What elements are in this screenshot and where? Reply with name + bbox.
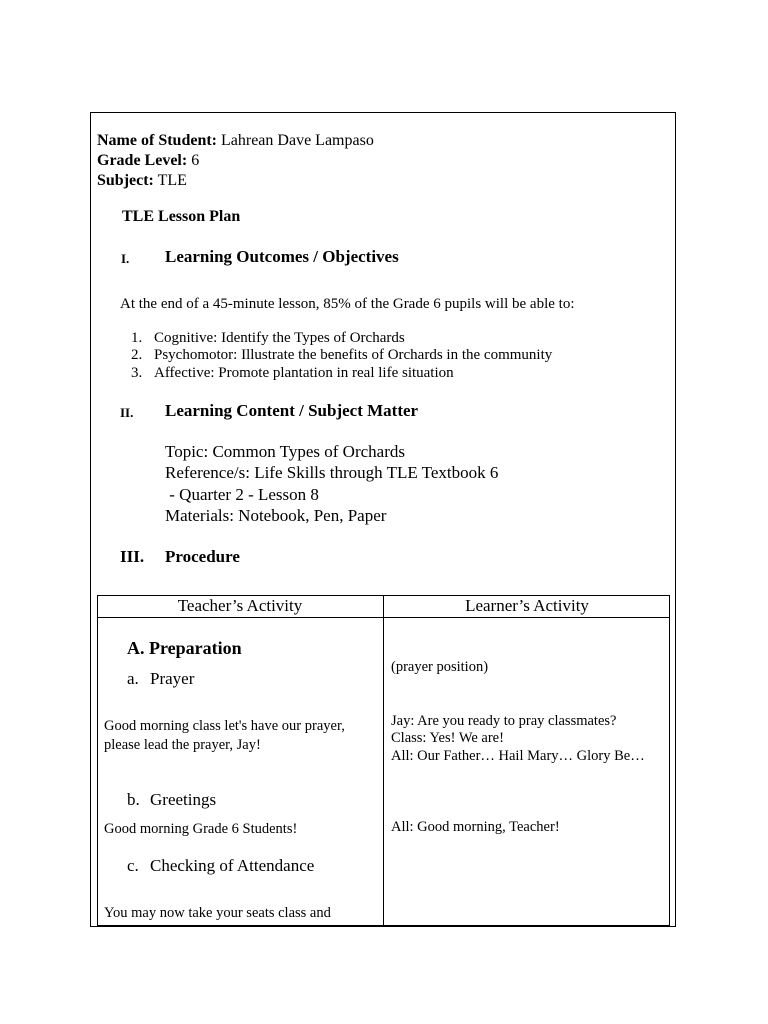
learner-prayer-text: All: Our Father… Hail Mary… Glory Be…: [391, 748, 645, 764]
section-3-title: Procedure: [165, 547, 240, 566]
table-header-divider: [97, 617, 670, 618]
reference-continuation: - Quarter 2 - Lesson 8: [165, 485, 319, 504]
learner-prayer-text: Class: Yes! We are!: [391, 730, 504, 746]
objective-number: 1.: [131, 330, 143, 346]
topic-line: Topic: Common Types of Orchards: [165, 442, 405, 461]
learner-prayer-position: (prayer position): [391, 659, 489, 675]
prayer-number: a.: [127, 669, 139, 688]
section-2-numeral: II.: [120, 405, 134, 420]
prayer-heading: Prayer: [150, 669, 195, 688]
teacher-activity-header: Teacher’s Activity: [177, 596, 303, 615]
section-1-title: Learning Outcomes / Objectives: [165, 247, 399, 266]
teacher-attendance-text: You may now take your seats class and: [104, 905, 331, 921]
section-1-numeral: I.: [121, 251, 130, 266]
lesson-plan-title: TLE Lesson Plan: [122, 208, 241, 225]
grade-level-line: [97, 152, 199, 170]
student-name-value: Lahrean Dave Lampaso: [221, 132, 374, 149]
objective-text: Psychomotor: Illustrate the benefits of Orchards in the community: [154, 347, 553, 363]
objective-number: 2.: [131, 347, 143, 363]
attendance-number: c.: [127, 856, 139, 875]
grade-level-label: Grade Level:: [97, 152, 188, 169]
attendance-heading: Checking of Attendance: [150, 856, 315, 875]
subject-label: Subject:: [97, 172, 154, 189]
section-2-title: Learning Content / Subject Matter: [165, 401, 419, 420]
learner-greeting-text: All: Good morning, Teacher!: [391, 819, 560, 835]
greetings-number: b.: [127, 790, 140, 809]
objectives-intro: At the end of a 45-minute lesson, 85% of the Grade 6 pupils will be able to:: [120, 296, 575, 312]
teacher-prayer-text: Good morning class let's have our prayer,: [104, 718, 345, 734]
grade-level-value: 6: [191, 152, 200, 169]
objective-text: Cognitive: Identify the Types of Orchards: [154, 330, 405, 346]
learner-prayer-text: Jay: Are you ready to pray classmates?: [391, 713, 617, 729]
section-3-numeral: III.: [120, 547, 145, 566]
reference-line: Reference/s: Life Skills through TLE Textbook 6: [165, 463, 499, 482]
subject-line: [97, 172, 187, 190]
objective-item: [131, 365, 142, 382]
objective-item: [131, 330, 142, 347]
objective-text: Affective: Promote plantation in real life situation: [154, 365, 454, 381]
teacher-greeting-text: Good morning Grade 6 Students!: [104, 821, 298, 837]
table-column-divider: [383, 595, 384, 926]
subject-value: TLE: [157, 172, 187, 189]
teacher-prayer-text: please lead the prayer, Jay!: [104, 737, 261, 753]
objective-number: 3.: [131, 365, 143, 381]
objective-item: [131, 347, 142, 364]
preparation-heading: A. Preparation: [127, 638, 242, 658]
student-name-line: [97, 132, 374, 150]
learner-activity-header: Learner’s Activity: [465, 596, 589, 615]
materials-line: Materials: Notebook, Pen, Paper: [165, 506, 387, 525]
student-name-label: Name of Student:: [97, 132, 217, 149]
greetings-heading: Greetings: [150, 790, 217, 809]
